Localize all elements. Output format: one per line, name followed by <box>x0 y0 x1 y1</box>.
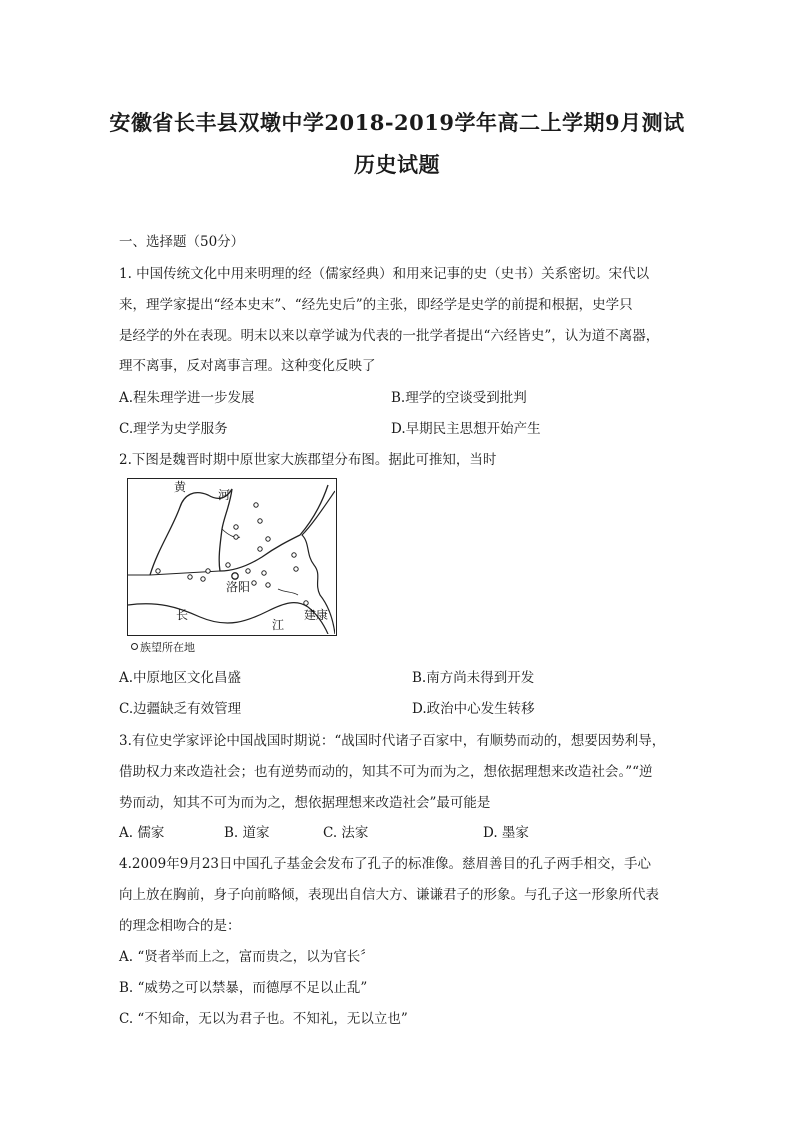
clan-marker <box>156 569 160 573</box>
clan-marker <box>201 577 205 581</box>
clan-marker <box>258 519 262 523</box>
section-heading: 一、选择题（50分） <box>119 234 245 250</box>
q2-option-a: A.中原地区文化昌盛 <box>119 670 242 686</box>
q4-option-a: A. “贤者举而上之，富而贵之，以为官长〞 <box>119 949 374 965</box>
q1-option-c: C.理学为史学服务 <box>119 421 228 437</box>
clan-marker <box>188 575 192 579</box>
q1-line-2: 来，理学家提出“经本史末”、“经先史后”的主张，即经学是史学的前提和根据，史学只 <box>119 297 633 313</box>
q4-line-3: 的理念相吻合的是： <box>119 918 241 934</box>
clan-marker <box>226 563 230 567</box>
map-label-jiang: 江 <box>272 618 285 632</box>
clan-marker <box>266 537 270 541</box>
clan-marker <box>304 601 308 605</box>
q2-stem: 2.下图是魏晋时期中原世家大族郡望分布图。据此可推知，当时 <box>119 452 497 468</box>
clan-marker <box>258 547 262 551</box>
q4-line-2: 向上放在胸前，身子向前略倾，表现出自信大方、谦谦君子的形象。与孔子这一形象所代表 <box>119 887 659 903</box>
exam-subtitle: 历史试题 <box>354 152 440 177</box>
q3-option-a: A. 儒家 <box>119 825 165 841</box>
legend-text: 族望所在地 <box>140 641 195 654</box>
map-label-luoyang: 洛阳 <box>226 580 251 594</box>
q3-option-c: C. 法家 <box>323 825 369 841</box>
q1-option-b: B.理学的空谈受到批判 <box>391 390 527 406</box>
q3-option-b: B. 道家 <box>224 825 270 841</box>
q1-line-3: 是经学的外在表现。明末以来以章学诚为代表的一批学者提出“六经皆史”，认为道不离器， <box>119 328 660 344</box>
clan-marker <box>234 525 238 529</box>
q1-line-1: 1. 中国传统文化中用来明理的经（儒家经典）和用来记事的史（史书）关系密切。宋代以 <box>119 266 650 282</box>
q2-option-b: B.南方尚未得到开发 <box>412 670 535 686</box>
clan-marker <box>252 581 256 585</box>
exam-title: 安徽省长丰县双墩中学2018-2019学年高二上学期9月测试 <box>109 110 685 135</box>
q1-option-a: A.程朱理学进一步发展 <box>119 390 255 406</box>
yellow-river-path <box>150 485 328 575</box>
legend-marker-icon <box>131 643 138 650</box>
q4-option-b: B. “威势之可以禁暴，而德厚不足以止乱” <box>119 980 368 996</box>
q3-line-1: 3.有位史学家评论中国战国时期说：“战国时代诸子百家中，有顺势而动的，想要因势利导， <box>119 733 666 749</box>
q2-option-d: D.政治中心发生转移 <box>412 701 535 717</box>
q3-line-2: 借助权力来改造社会；也有逆势而动的，知其不可为而为之，想依据理想来改造社会。”“逆 <box>119 764 653 780</box>
q2-option-c: C.边疆缺乏有效管理 <box>119 701 242 717</box>
clan-marker <box>292 553 296 557</box>
yangtze-river-path <box>128 603 328 634</box>
clan-marker <box>246 569 250 573</box>
clan-marker <box>266 583 270 587</box>
q4-line-1: 4.2009年9月23日中国孔子基金会发布了孔子的标准像。慈眉善目的孔子两手相交，手心 <box>119 856 652 872</box>
q1-option-d: D.早期民主思想开始产生 <box>391 421 541 437</box>
map-label-huang: 黄 <box>174 480 187 494</box>
clan-marker <box>294 567 298 571</box>
clan-marker <box>254 503 258 507</box>
map-label-jiankang: 建康 <box>304 608 329 622</box>
luoyang-marker <box>232 573 238 579</box>
clan-marker <box>234 535 238 539</box>
clan-marker <box>206 569 210 573</box>
clan-distribution-map <box>127 478 337 636</box>
q4-option-c: C. “不知命，无以为君子也。不知礼，无以立也” <box>119 1011 408 1027</box>
map-legend <box>131 639 195 655</box>
clan-marker <box>262 571 266 575</box>
q3-option-d: D. 墨家 <box>483 825 529 841</box>
q3-line-3: 势而动，知其不可为而为之，想依据理想来改造社会”最可能是 <box>119 795 491 811</box>
map-label-he: 河 <box>218 488 231 502</box>
map-label-chang: 长 <box>176 608 189 622</box>
q1-line-4: 理不离事，反对离事言理。这种变化反映了 <box>119 358 376 374</box>
